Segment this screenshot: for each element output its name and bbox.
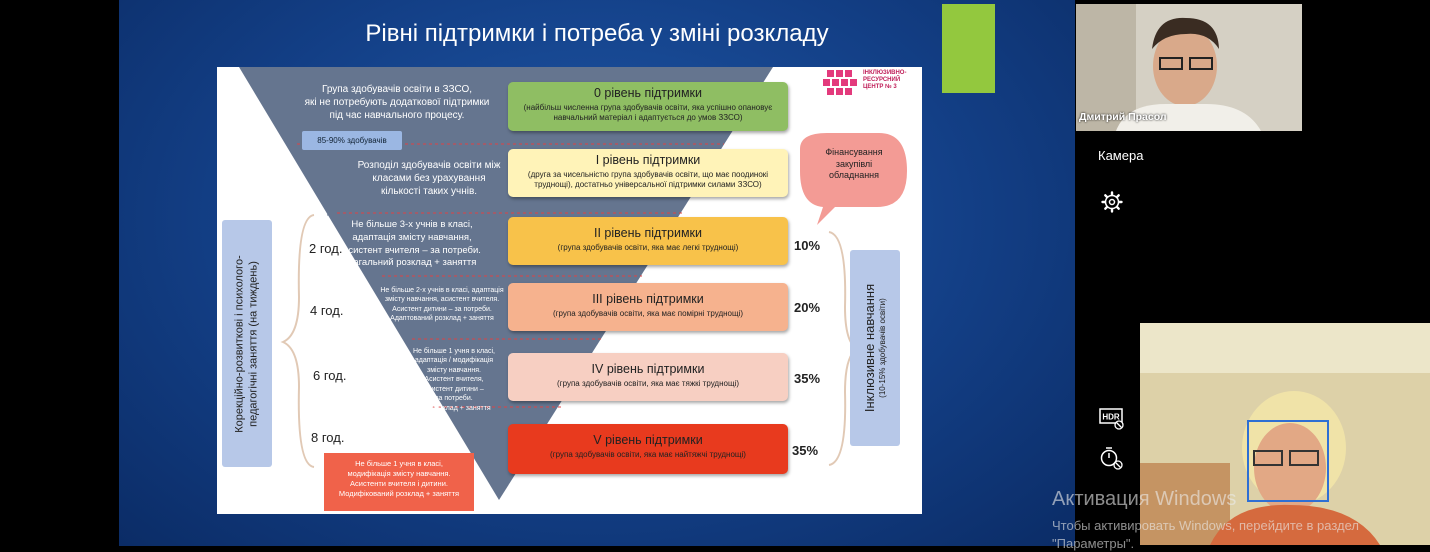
activation-watermark-title: Активация Windows	[1052, 488, 1237, 510]
note-level-3: Не більше 2-х учнів в класі, адаптація змісту навчання, асистент вчителя. Асистент дитини – за потреби. Адаптований розклад + заняття	[380, 287, 504, 323]
percent-level-4: 35%	[794, 371, 821, 386]
right-vertical-label: Інклюзивне навчання (10-15% здобувачів освіти)	[861, 283, 888, 413]
percent-level-2: 10%	[794, 238, 821, 253]
logo-text: ІНКЛЮЗИВНО- РЕСУРСНИЙ ЦЕНТР № 3	[863, 70, 907, 91]
level-2-box: ІІ рівень підтримки (група здобувачів освіти, яка має легкі труднощі)	[508, 217, 788, 265]
slide-accent-strip	[942, 4, 995, 93]
level-1-box: І рівень підтримки (друга за чисельністю група здобувачів освіти, що має поодинокі труднощі), достатньо універсальної підтримки силами ЗЗСО)	[508, 149, 788, 197]
hours-level-4: 6 год.	[313, 368, 347, 383]
funding-bubble: Фінансування закупівлі обладнання	[825, 147, 883, 181]
hours-level-2: 2 год.	[309, 241, 343, 256]
presentation-area	[119, 0, 1075, 546]
speaker-video-tile[interactable]	[1076, 4, 1302, 131]
self-camera-preview	[1140, 323, 1430, 545]
badge-85-90: 85-90% здобувачів	[302, 131, 402, 150]
camera-panel-title: Камера	[1098, 148, 1144, 163]
svg-text:HDR: HDR	[1102, 412, 1120, 422]
level-0-box: 0 рівень підтримки (найбільш численна група здобувачів освіти, яка успішно опановує навчальний матеріал і адаптується до умов ЗЗСО)	[508, 82, 788, 131]
level-3-box: ІІІ рівень підтримки (група здобувачів освіти, яка має помірні труднощі)	[508, 283, 788, 331]
settings-gear-icon[interactable]	[1101, 191, 1123, 213]
slide-body	[217, 67, 922, 514]
activation-watermark-subtitle: Чтобы активировать Windows, перейдите в раздел "Параметры".	[1052, 518, 1359, 551]
logo-squares	[823, 70, 857, 95]
note-level-2: Не більше 3-х учнів в класі, адаптація змісту навчання, асистент вчителя – за потреби. Загальний розклад + заняття	[343, 219, 481, 269]
speaker-name: Дмитрий Прасол	[1079, 111, 1167, 123]
second-group-description: Розподіл здобувачів освіти між класами без урахування кількості таких учнів.	[357, 160, 501, 197]
hours-level-5: 8 год.	[311, 430, 345, 445]
percent-level-5: 35%	[792, 443, 819, 458]
note-level-4: Не більше 1 учня в класі, адаптація / модифікація змісту навчання. Асистент вчителя, асистент дитини – за потреби. А/М розклад + заняття	[412, 348, 495, 412]
percent-level-3: 20%	[794, 300, 821, 315]
level-4-box: ІV рівень підтримки (група здобувачів освіти, яка має тяжкі труднощі)	[508, 353, 788, 401]
self-view-image	[1140, 323, 1430, 545]
top-group-description: Група здобувачів освіти в ЗЗСО, які не потребують додаткової підтримки під час навчального процесу.	[304, 84, 490, 121]
right-vertical-label-box	[850, 250, 900, 446]
level-5-box: V рівень підтримки (група здобувачів освіти, яка має найтяжчі труднощі)	[508, 424, 788, 474]
hdr-off-icon[interactable]	[1099, 408, 1125, 430]
timer-off-icon[interactable]	[1099, 445, 1125, 471]
hours-level-3: 4 год.	[310, 303, 344, 318]
note-level-5: Не більше 1 учня в класі, модифікація змісту навчання. Асистенти вчителя і дитини. Модифікований розклад + заняття	[338, 459, 460, 499]
left-vertical-label: Корекційно-розвиткові і психолого- педагогічні заняття (на тиждень)	[233, 255, 260, 433]
left-vertical-label-box	[222, 220, 272, 467]
slide-title: Рівні підтримки і потреба у зміні розкладу	[365, 20, 829, 47]
